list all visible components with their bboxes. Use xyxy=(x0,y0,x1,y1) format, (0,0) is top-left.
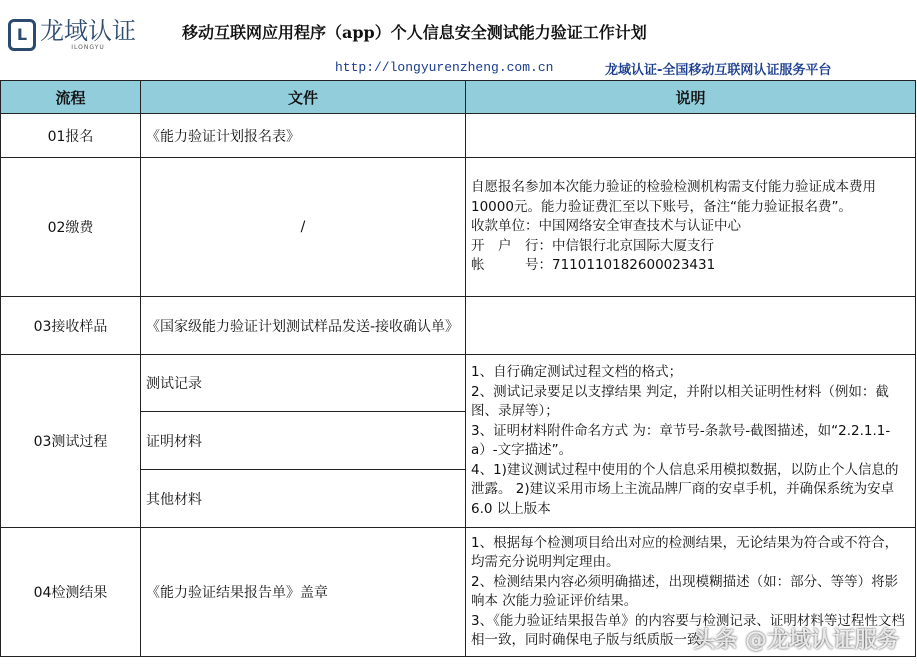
desc-line: 1、自行确定测试过程文档的格式； xyxy=(471,364,683,380)
step-cell: 04检测结果 xyxy=(1,528,141,657)
header-file: 文件 xyxy=(141,81,466,114)
desc-cell xyxy=(466,158,916,297)
desc-line: 2、测试记录要足以支撑结果 判定，并附以相关证明性材料（例如：截图、录屏等）； xyxy=(471,383,889,419)
file-cell: 证明材料 xyxy=(141,412,466,470)
desc-line: 2、检测结果内容必须明确描述，出现模糊描述（如：部分、等等）将影响本 次能力验证评价结果。 xyxy=(471,573,899,609)
file-cell: 《国家级能力验证计划测试样品发送-接收确认单》 xyxy=(141,297,466,355)
logo-icon: L xyxy=(8,19,36,51)
page-title: 移动互联网应用程序（app）个人信息安全测试能力验证工作计划 xyxy=(182,23,647,42)
slogan: 龙域认证-全国移动互联网认证服务平台 xyxy=(605,63,832,78)
desc-line: 1、根据每个检测项目给出对应的检测结果，无论结果为符合或不符合，均需充分说明判定理由。 xyxy=(471,534,899,570)
desc-cell xyxy=(466,114,916,158)
table-row xyxy=(1,158,916,297)
table-header xyxy=(1,81,916,114)
watermark: 头条 @龙域认证服务 xyxy=(693,628,899,653)
desc-line: 3、《能力验证结果报告单》的内容要与检测记录、证明材料等过程性文档相一致，同时确保电子版与纸质版一致。 xyxy=(471,612,905,648)
file-cell: 《能力验证计划报名表》 xyxy=(141,114,466,158)
step-cell: 03接收样品 xyxy=(1,297,141,355)
table-row xyxy=(1,114,916,158)
desc-line: 自愿报名参加本次能力验证的检验检测机构需支付能力验证成本费用10000元。能力验证费汇至以下账号，备注“能力验证报名费”。 xyxy=(471,179,876,215)
plan-table xyxy=(0,80,916,657)
file-cell: 测试记录 xyxy=(141,355,466,412)
table-row xyxy=(1,297,916,355)
logo-subtext: ILONGYU xyxy=(71,44,105,51)
desc-line: 收款单位：中国网络安全审查技术与认证中心 xyxy=(471,218,741,235)
desc-cell xyxy=(466,297,916,355)
step-cell: 03测试过程 xyxy=(1,355,141,528)
step-cell: 01报名 xyxy=(1,114,141,158)
table-row xyxy=(1,355,916,412)
desc-cell xyxy=(466,355,916,528)
header-step: 流程 xyxy=(1,81,141,114)
desc-line: 4、1)建议测试过程中使用的个人信息采用模拟数据，以防止个人信息的泄露。 2)建议采用市场上主流品牌厂商的安卓手机，并确保系统为安卓 6.0 以上版本 xyxy=(471,461,899,517)
desc-line: 3、证明材料附件命名方式 为：章节号-条款号-截图描述，如“2.2.1.1-a）-文字描述”。 xyxy=(471,422,891,458)
logo-text: 龙域认证 xyxy=(40,17,136,45)
file-cell: 其他材料 xyxy=(141,470,466,528)
file-cell: / xyxy=(141,158,466,297)
desc-line: 开 户 行：中信银行北京国际大厦支行 xyxy=(471,237,714,254)
header-desc: 说明 xyxy=(466,81,916,114)
website-url[interactable]: http://longyurenzheng.com.cn xyxy=(335,60,554,75)
file-cell: 《能力验证结果报告单》盖章 xyxy=(141,528,466,657)
step-cell: 02缴费 xyxy=(1,158,141,297)
desc-line: 帐 号：7110110182600023431 xyxy=(471,257,716,274)
logo xyxy=(8,18,136,51)
